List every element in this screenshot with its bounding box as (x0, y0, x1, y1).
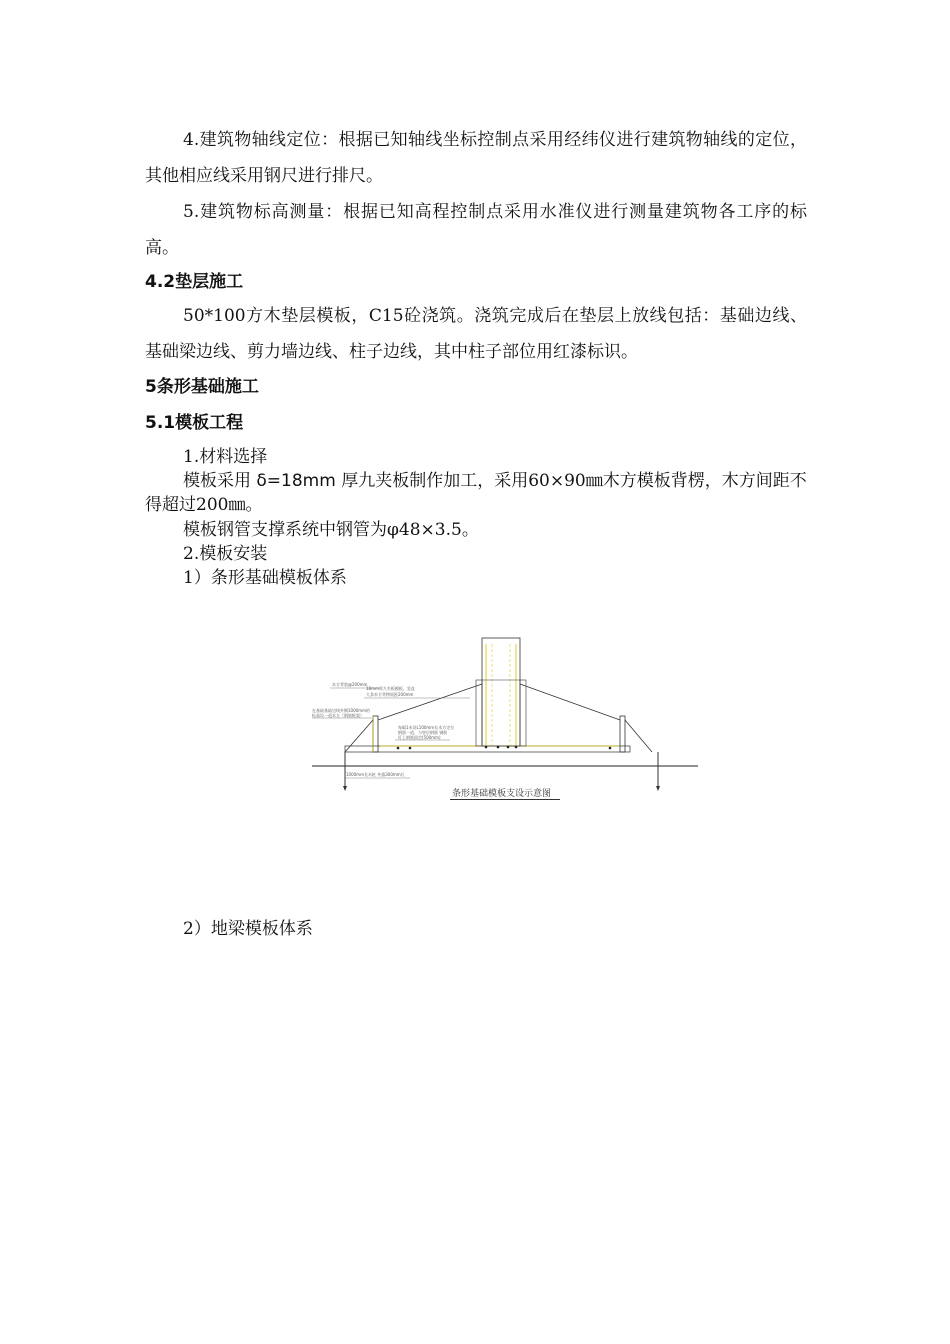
section-heading-4-2: 4.2垫层施工 (145, 272, 244, 292)
delta-thickness: δ=18mm (256, 471, 336, 491)
right-formwork-panel (620, 716, 625, 752)
steel-pipe-paragraph: 模板钢管支撑系统中钢管为φ48×3.5。 (183, 520, 479, 540)
annotation-stake: 1000mm长木桩 外露300mm长 (346, 772, 405, 777)
material-selection-title: 1.材料选择 (183, 447, 268, 467)
strip-foundation-formwork-diagram (300, 628, 700, 808)
ground-beam-subtitle: 2）地梁模板体系 (183, 919, 313, 939)
annotation-left-2: 标高设一道木方（钢筋框架） (312, 713, 364, 718)
material-prefix: 模板采用 (183, 471, 251, 491)
strip-foundation-subtitle: 1）条形基础模板体系 (183, 568, 347, 588)
caption-underline (450, 799, 560, 800)
cushion-layer (345, 746, 630, 752)
section-heading-5-1: 5.1模板工程 (145, 413, 244, 433)
left-formwork-panel (373, 716, 378, 752)
annotation-timber-ribs: 木方背肋@200mm (332, 682, 368, 687)
stem-wall (482, 638, 520, 746)
material-selection-paragraph (145, 469, 807, 517)
section-heading-5: 5条形基础施工 (145, 377, 259, 397)
material-rest: 厚九夹板制作加工，采用60×90㎜木方模板背楞，木方间距不得超过200㎜。 (145, 471, 807, 515)
figure-caption: 条形基础模板支设示意图 (452, 789, 552, 799)
annotation-center-mid-3: 钉上钢筋固定(500mm) (398, 735, 441, 740)
annotation-left-1: 在基础基础边线外侧1000mm的 (312, 708, 370, 713)
elevation-measurement-paragraph: 5.建筑物标高测量：根据已知高程控制点采用水准仪进行测量建筑物各工序的标高。 (145, 202, 807, 258)
annotation-center-mid-2: 钢筋一道，与垫层钢筋 钢筋 (398, 730, 448, 735)
formwork-install-title: 2.模板安装 (183, 544, 268, 564)
annotation-center-top-2: 大条木方背楞间距200mm (366, 692, 414, 697)
cushion-construction-paragraph: 50*100方木垫层模板，C15砼浇筑。浇筑完成后在垫层上放线包括：基础边线、基础梁边线、剪力墙边线、柱子边线，其中柱子部位用红漆标识。 (145, 306, 807, 362)
annotation-center-mid-1: 每隔1米设L100mm长木方定位 (398, 725, 455, 730)
annotation-center-top-1: 18mm厚九夹板模板，竖直 (366, 686, 415, 691)
axis-positioning-paragraph: 4.建筑物轴线定位：根据已知轴线坐标控制点采用经纬仪进行建筑物轴线的定位，其他相应线采用钢尺进行排尺。 (145, 130, 807, 186)
